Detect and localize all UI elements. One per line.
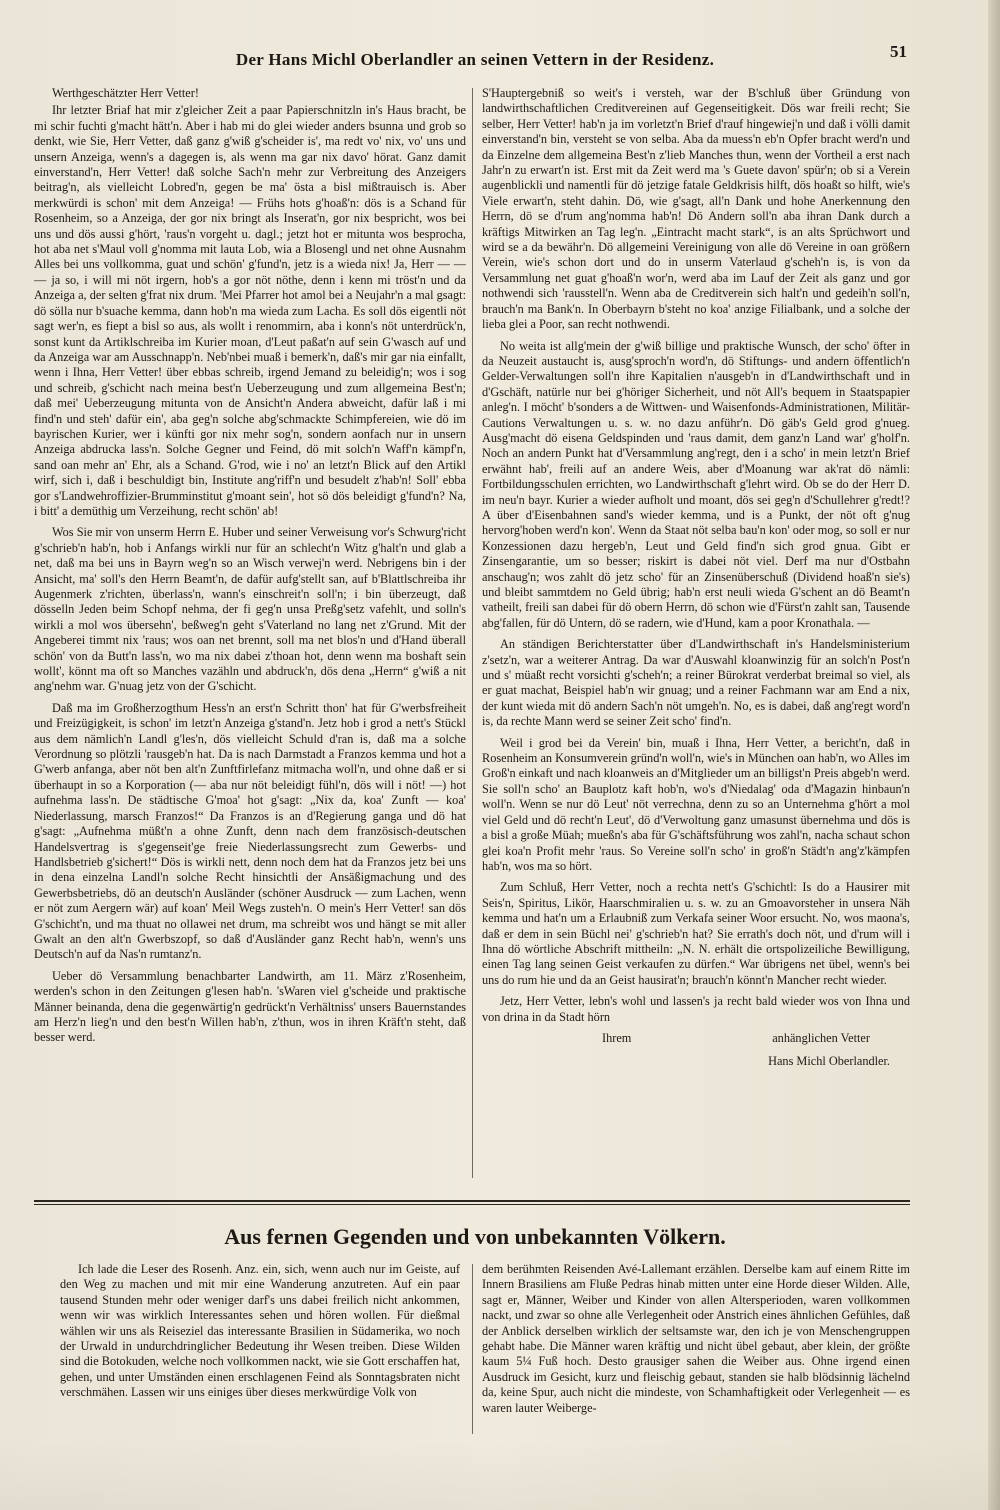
letter-paragraph: Daß ma im Großherzogthum Hess'n an erst'n Schritt thon' hat für G'werbsfreiheit und Freizügigkeit, is schon' im letzt'n Anzeiga g'stand'n. Jetz hob i grod a nett's Stückl aus dem nämlich'n Landl g'les'n, dös vielleicht Schuld d'ran is, daß ma a solche Verordnung so plötzli 'rausgeb'n hat. Da is nach Darmstadt a Franzos kemma und hot a G'werb anfanga, aber nöt ben alt'n Zunftfirlefanz mitmacha woll'n, und ohne daß er si überhaupt in so a Korporation (— aba nur nöt beleidigt fühl'n, dös will i nöt! —) hot aufnehma lass'n. De städtische G'moa' hot g'sagt: „Nix da, koa' Zunft — koa' Niederlassung, marsch Franzos!“ Da Franzos is an d'Regierung ganga und dö hat g'sagt: „Aufnehma müßt'n a ohne Zunft, denn nach dem französisch-deutschen Handelsvertrag is s'gegenseit'ge freie Niederlassungsrecht zum Gewerbs- und Handlsbetrieb g'sichert!“ Dös is wirkli nett, denn noch dem hat da Franzos jetz bei uns in dena einzelna Landl'n solche Recht hinsichtli der Ansäßigmachung und des Gewerbsbetriebs, dö an deutsch'n Ausländer (schöner Ausdruck — zum Lachen, wenn er nöt zum Aergern wär) auf koan' Meil Wegs zusteh'n. O mein's Herr Vetter! san dös G'schicht'n, und ma thuat no ollawei net drum, ma schreibt wos und hängt se mit aller Gwalt an den alt'n Gwerbszopf, so daß d'Ausländer ganz Recht hab'n, wenn's uns Deutsch'n auf da Nas'n rumtanz'n. [34,700,466,962]
closing-right: anhänglichen Vetter [772,1030,870,1045]
letter-paragraph: An ständigen Berichterstatter über d'Landwirthschaft in's Handelsministerium z'setz'n, war a weiterer Antrag. Da war d'Auswahl kloanwinzig für an solch'n Post'n und s' müaßt recht vorsichti g'scheh'n; a reiner Bürokrat verderbat breimal so viel, als er guat machat, Beispiel hab'n wir gnuag; und a reiner Fachmann war am End a nix, der kunt wieda mit dö andern Sach'n nöt umgeh'n. No, es is dabei, daß ang'regt word'n is, da rechte Mann werd se seiner Zeit scho' find'n. [482,637,910,729]
letter-paragraph: Wos Sie mir von unserm Herrn E. Huber und seiner Verweisung vor's Schwurg'richt g'schrieb'n hab'n, hob i Anfangs wirkli nur für an schlecht'n Witz g'halt'n und glab a net, daß ma bei uns in Bayrn weg'n so an Wisch verwej'n werd. Nebrigens bin i der Ansicht, ma' soll's den Herrn Beamt'n, de dafür aufg'stellt san, auf b'Blattlschreiba ihr Augenmerk z'richten, überlass'n, wann's einschreit'n soll'n; i bin überzeugt, daß dösselln Jeden beim Schopf nehma, der fi geg'n unsa Preßg'setz vafehlt, und solln's wirkli a mol wos übersehn', beßweg'n geht s'Vaterland no lang net z'Grund. Mit der Angeberei timmt nix 'raus; wos oan net brennt, soll ma net blos'n und d'Hand überall schön' von da Butt'n lass'n, wo ma nix dabei z'thoan hot, denn wenn ma boshaft sein wollt', könnt ma oft so Manches vazähln und abdruck'n, dös dena „Herrn“ g'wiß a nit ang'nehm war. G'nuag jetz von der G'schicht. [34,525,466,694]
page-binding-edge [988,0,1000,1510]
letter-paragraph: Ueber dö Versammlung benachbarter Landwirth, am 11. März z'Rosenheim, werden's schon in den Zeitungen g'lesen hab'n. 'sWaren viel g'scheide und praktische Männer beinanda, dena die gegenwärtig'n gedrückt'n Verhältniss' unsers Bauernstandes am Herz'n lieg'n und den best'n Willen hab'n, z'thun, wos in ihren Kräft'n steht, daß besser werd. [34,968,466,1045]
closing-left: Ihrem [602,1030,632,1045]
article-headline: Aus fernen Gegenden und von unbekannten Völkern. [224,1224,726,1249]
column-divider [472,1264,473,1434]
article-column-left [60,1262,460,1437]
letter-paragraph: Jetz, Herr Vetter, lebn's wohl und lassen's ja recht bald wieder wos von Ihna und von drina in da Stadt hörn [482,994,910,1024]
signature: Hans Michl Oberlandler. [768,1054,890,1069]
page-number: 51 [890,42,907,61]
letter-paragraph: Zum Schluß, Herr Vetter, noch a rechta nett's G'schichtl: Is do a Hausirer mit Seis'n, Spiritus, Likör, Haarschmiralien u. s. w. zu an Gmoavorsteher in unsera Näh kemma und hat'n um a Erlaubniß zum Verkafa seiner Woor ersucht. No, wos maona's, daß er dem in sein Büchl nei' g'schrieb'n hat? Sie errath's doch nöt, und d'rum will i Ihna dö wörtliche Abschrift mittheiln: „N. N. erhält die ortspolizeiliche Bewilligung, einen Tag lang seinen Geist verkaufen zu dürfen.“ War übrigens net übel, wenn's bei uns do rum hie und da an Geist hausirat'n; brauch'n könnt'n Mancher recht wieder. [482,880,910,987]
column-divider [472,88,473,1178]
letter-headline: Der Hans Michl Oberlandler an seinen Vettern in der Residenz. [235,50,715,69]
letter-paragraph: Ihr letzter Briaf hat mir z'gleicher Zeit a paar Papierschnitzln in's Haus bracht, be mi schir fuchti g'macht hätt'n. Aber i hab mi do glei wieder anders bsunna und grob so denkt, wie Sie, Herr Vetter, daß ganz g'wiß g'scheider is', ma redt vo' nix, vo' uns und unsern Anzeiga, wenn's a dagegen is, als wenn ma gar nix davo' hörat. Ganz damit einverstand'n, Herr Vetter! daß solche Sach'n mehr zur Verbreitung des Anzeigers beitrag'n, als vielleicht Lobred'n, gegen be ma' östa a bisl mißtrauisch is. Aber merkwürdi is schon' mit dem Anzeiga! — Frühs hots g'hoaß'n: dös is a Schand für Rosenheim, so a Anzeiga, der gor nix bringt als Inserat'n, gor nix bespricht, wos bei uns und dös aussi g'hört, 'raus'n vorgeht u. dagl.; jetzt hot er mitunta wos besprocha, hot aba net s'Maul voll g'nomma mit lauta Lob, wia a Blosengl und net ohne Ausnahm Alles bei uns vollkomma, guat und schön' g'fund'n, jetz is a wieda nix! Ja, Herr — — — ja so, i will mi nöt irgern, hob's a gor nöt nöthe, denn i kenn mi tröst'n und da Anzeiga a, der selten g'frat nix drum. 'Mei Pfarrer hot amol bei a Neujahr'n a mal gsagt: dö sölla nur b'suache kemma, dann hob'n ma wieda zum Lacha. Es soll dös eigentli nöt sagt wer'n, es fiept a bisl so aus, als wollt i renommirn, aba i konn's nöt unterdrück'n, sonst kunt da Artiklschreiba im Kurier moan, d'Leut paßat'n auf sein G'wasch auf und da Anzeiga war am Ausschnapp'n. Neb'nbei muaß i bemerk'n, daß's mir gar nia einfallt, wenn i Ihna, Herr Vetter! über ebbas schreib, irgend Jemand zu beleidig'n; wos i sog und schreib, g'schicht nach meina best'n Ueberzeugung und zum allgemeina Best'n; daß mei' Ueberzeugung mitunta von de Ansicht'n Andera abweicht, dafür laß i mi find'n und steh' dafür ein', aba geg'n solche abg'schmackte Schimpfereien, wie dö im bayrischen Kurier, wer i künfti gor nix mehr sog'n, sondern aonfach nur in unsern Anzeiga abdrucka lass'n. Solche Gegner und Feind, dö mit solch'n Waff'n kämpf'n, sand oan mehr an' Ehr, als a Schand. G'rod, wie i no' an letzt'n Blick auf den Artikl wirf, sich i, daß i beschuldigt bin, Institute ang'riff'n und besudelt z'hab'n! Soll' ebba gor s'Landwehroffizier-Brumminstitut g'moant sein', hot sö dös beleidigt g'fund'n? Na, i bitt' a demüthig um Verzeihung, recht schön' ab! [34,103,466,518]
letter-column-left [34,86,466,1161]
letter-column-right [482,86,910,1196]
article-paragraph: Ich lade die Leser des Rosenh. Anz. ein, sich, wenn auch nur im Geiste, auf den Weg zu machen und mit mir eine Wanderung anzutreten. Auf ein paar tausend Stunden mehr oder weniger darf's uns dabei freilich nicht ankommen, wenn wir was wirklich Interessantes sehen und hören wollen. Für dießmal wählen wir uns als Reiseziel das interessante Brasilien in Südamerika, wo noch der Urwald in undurchdringlicher Bedeutung ihr Wesen treiben. Diese Wilden sind die Botokuden, welche noch vollkommen nackt, wie sie Gott erschaffen hat, gehen, und unter Umständen einen erschlagenen Feind als Sonntagsbraten nicht verschmähen. Lassen wir uns einiges über dieses merkwürdige Volk von [60,1262,460,1400]
letter-paragraph: No weita ist allg'mein der g'wiß billige und praktische Wunsch, der scho' öfter in da Neuzeit austaucht is, ausg'sproch'n word'n, dö Stiftungs- und andern öffentlich'n Gelder-Verwaltungen soll'n ihre Kapitalien n'ausgeb'n in d'Landwirthschaft und in d'Gschäft, natürle nur bei g'höriger Sicherheit, und nöt All's bequem in Staatspapier anleg'n. I möcht' b'sonders a de Wittwen- und Waisenfonds-Administrationen, Militär-Cautions Verwaltungen u. s. w. no dazu anführ'n. Dö gäb's Geld grod g'nueg. Ausg'macht dö eisena Geldspinden und 'raus damit, dem ganz'n Land war' g'holf'n. Noch an andern Punkt hat d'Versammlung ang'regt, den i a scho' in mein letzt'n Brief erwähnt hab', freili auf an andere Weis, aber d'Moanung war ak'rat dö nämli: Fortbildungsschulen errichten, wo Landwirthschaft g'lehrt wird. Ob se do der Herr D. im neu'n bayr. Kurier a wieder aufholt und moant, dös sei geg'n d'Schullehrer g'redt!? A über d'Eisenbahnen sand's wieder kemma, und is a Punkt, der nöt oft g'nug hervorg'hoben werd'n kon'. Wenn da Staat nöt selba bau'n kon' oder mog, so soll er nur Konzessionen dazu hergeb'n, Leut und Geld find'n sich grod gnua. Gibt er Zinsengarantie, um so besser; riskirt is dabei nöt viel. Derf ma nur d'Ostbahn anschaug'n; wos zahlt dö jetz scho' für an Zinsenüberschuß (Dividend hoaß'n sie's) und bleibt sammtdem no Geld übrig; hab'n erst neuli wieda G'schent an dö Beamt'n vatheilt, freili san dabei für dö obern Herrn, dö schon wie d'Fürst'n zahlt san, Tausende abg'fallen, für dö Untern, dö se radern, wie d'Hund, kam a poor Kronathala. — [482,338,910,630]
article-paragraph: dem berühmten Reisenden Avé-Lallemant erzählen. Derselbe kam auf einem Ritte im Innern Brasiliens am Fluße Pedras hinab mitten unter eine Horde dieser Wilden. Alle, sagt er, Männer, Weiber und Kinder von allen Altersperioden, waren vollkommen nackt, und zwar so ohne alle Verlegenheit oder Anstrich eines ähnlichen Gefühles, daß der Anblick derselben wirklich der seltsamste war, den ich je von Menschengruppen gehabt habe. Die Männer waren kräftig und nicht übel gebaut, aber klein, der größte kaum 5¼ Fuß hoch. Desto grausiger sahen die Weiber aus. Ohne irgend einen Ausdruck im Gesicht, kurz und fleischig gebaut, standen sie halb blödsinnig lächelnd da, keine Spur, auch nicht die mindeste, von Schamhaftigkeit oder Verlegenheit — es waren lauter Weiberge- [482,1262,910,1415]
salutation: Werthgeschätzter Herr Vetter! [52,86,199,100]
letter-paragraph: Weil i grod bei da Verein' bin, muaß i Ihna, Herr Vetter, a bericht'n, daß in Rosenheim an Konsumverein gründ'n woll'n, wie's in München oan hab'n, wo Alles im Groß'n einkaft und nach kloanweis an d'Mitglieder um an billigst'n Preis abgeb'n werd. Sie soll'n scho' an Bauplotz kaft hob'n, wo's d'Niedalag' oda d'Magazin hinbaun'n woll'n. Wenn se nur dö Leut' nöt verrechna, denn zu so an Unternehma g'hört a mol viel Geld und dö recht'n Leut', dö d'Verwoltung ganz umasunst übernehma und dös is a bisl a große Müah; mueßn's aba für G'schäftsführung wos zahl'n, nacha schaut schon glei koa'n Profit mehr 'raus. So Vereine soll'n scho' in groß'n Städt'n ang'z'kämpfen hab'n, wos ma so hört. [482,735,910,873]
article-column-right [482,1262,910,1437]
bleed-through-shading [0,1440,1000,1510]
section-divider [34,1200,910,1205]
letter-paragraph: S'Hauptergebniß so weit's i versteh, war der B'schluß über Gründung von landwirthschaftlichen Creditvereinen auf Gegenseitigkeit. Dös war freili recht; Sie selber, Herr Vetter! hab'n ja im vorletzt'n Brief d'rauf hingewiej'n und daß i völli damit einverstand'n bin, versteht se von selba. Aba da muess'n eb'n Opfer bracht werd'n und da Einzelne dem allgemeina Best'n z'lieb Manches thun, wenn der Vortheil a erst nach Jahr'n zu erwart'n ist. Erst mit da Zeit werd ma 's Guete davon' spür'n; ob si a Verein augenblickli und namentli für dö jetzige fatale Geldkrisis hilft, dös hoaßt so hilft, wie's Viele erwart'n, steht dahin. Dö, wie g'sagt, all'n Dank und hohe Anerkennung den Herrn, dö se d'rum ang'nomma hab'n! Dö Andern soll'n aba ihran Dank durch a kräftigs Mitwirken an Tag leg'n. „Eintracht macht stark“, is an alts Sprüchwort und wird se a da bewähr'n. Dö allgemeini Vereinigung von alle dö Vereine in oan größern Verein, wie's schon dort und do in unserm Vaterlaud g'scheh'n is, is von da Versammlung net guat g'hoaß'n wor'n, werd aba im Lauf der Zeit als ganz und gor nothwendi sich 'rausstell'n. Wenn aba de Creditverein sich halt'n und gedeih'n soll'n, brauch'n ma Bank'n. In Oberbayrn b'steht no koa' anzige Filialbank, und a solche der lieba glei a Poor, san recht nothwendi. [482,86,910,332]
closing-line [482,1031,910,1046]
